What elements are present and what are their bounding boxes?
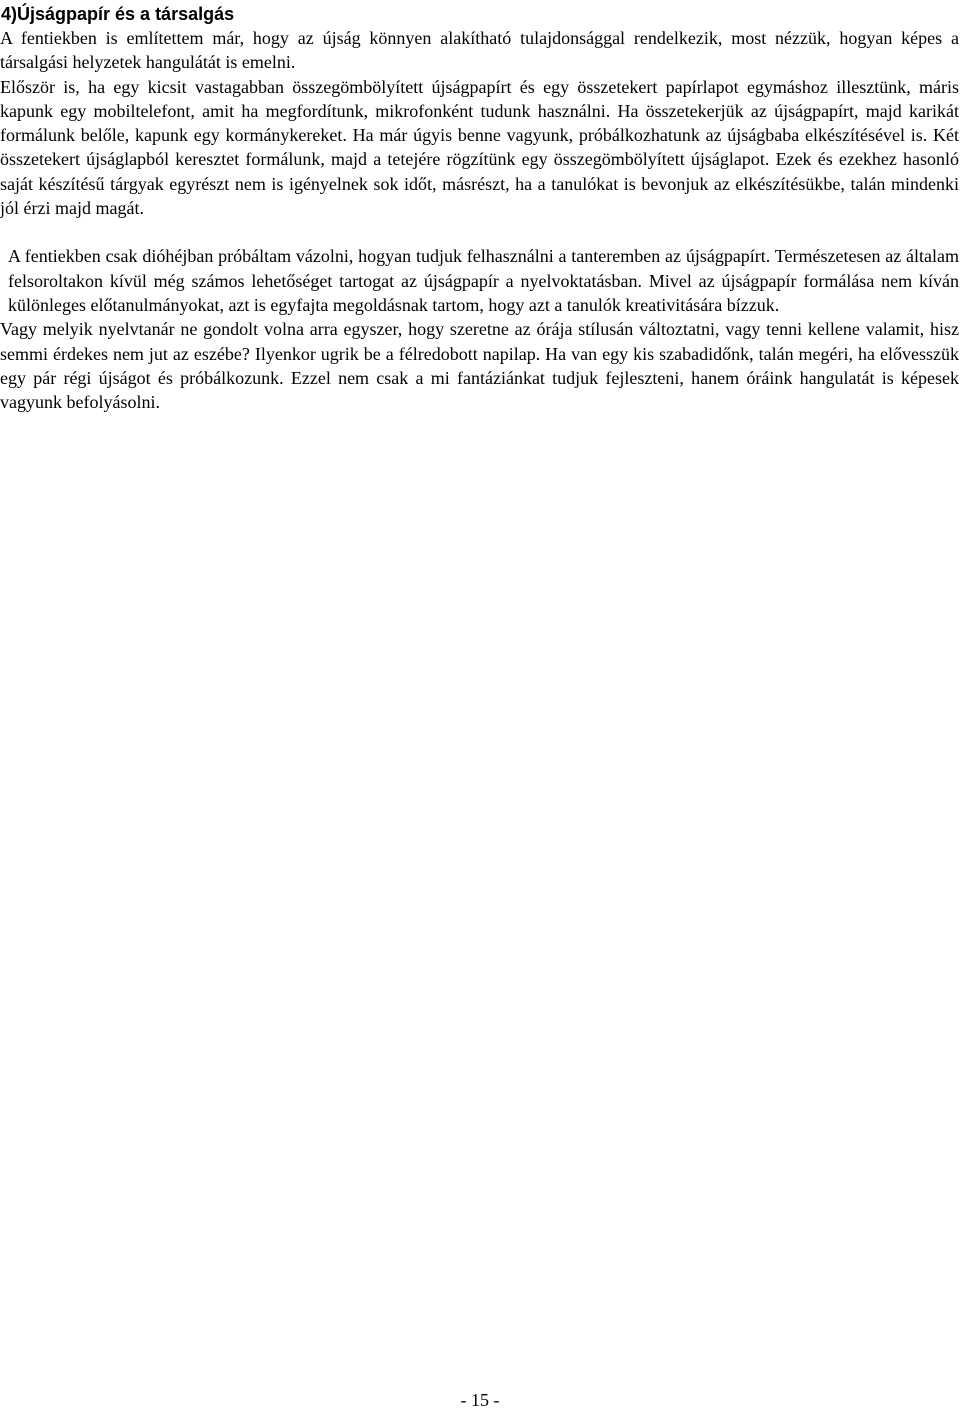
summary-paragraph: A fentiekben csak dióhéjban próbáltam vázolni, hogyan tudjuk felhasználni a tanteremben az újságpapírt. Természetesen az általam felsoroltakon kívül még számos lehetőséget tartogat az újságpapír a nyelvoktatásban. Mivel az újságpapír formálása nem kíván különleges előtanulmányokat, azt is egyfajta megoldásnak tartom, hogy azt a tanulók kreativitására bízzuk.: [8, 246, 959, 315]
paragraph-spacer: [0, 220, 959, 244]
section-heading: 4)Újságpapír és a társalgás: [1, 4, 235, 24]
page-number: - 15 -: [460, 1390, 500, 1410]
intro-paragraph: A fentiekben is említettem már, hogy az újság könnyen alakítható tulajdonsággal rendelkezik, most nézzük, hogyan képes a társalgási helyzetek hangulátát is emelni.: [0, 28, 959, 73]
document-page: [0, 2, 959, 414]
crafts-paragraph: Először is, ha egy kicsit vastagabban összegömbölyített újságpapírt és egy összetekert papírlapot egymáshoz illesztünk, máris kapunk egy mobiltelefont, amit ha megfordítunk, mikrofonként tudunk használni. Ha összetekerjük az újságpapírt, majd karikát formálunk belőle, kapunk egy kormánykereket. Ha már úgyis benne vagyunk, próbálkozhatunk az újságbaba elkészítésével is. Két összetekert újságlapból keresztet formálunk, majd a tetejére rögzítünk egy összegömbölyített újságlapot. Ezek és ezekhez hasonló saját készítésű tárgyak egyrészt nem is igényelnek sok időt, másrészt, ha a tanulókat is bevonjuk az elkészítésükbe, talán mindenki jól érzi majd magát.: [0, 76, 959, 219]
closing-paragraph: Vagy melyik nyelvtanár ne gondolt volna arra egyszer, hogy szeretne az órája stílusán változtatni, vagy tenni kellene valamit, hisz semmi érdekes nem jut az eszébe? Ilyenkor ugrik be a félredobott napilap. Ha van egy kis szabadidőnk, talán megéri, ha elővesszük egy pár régi újságot és próbálkozunk. Ezzel nem csak a mi fantáziánkat tudjuk fejleszteni, hanem óráink hangulatát is képesek vagyunk befolyásolni.: [0, 319, 959, 413]
